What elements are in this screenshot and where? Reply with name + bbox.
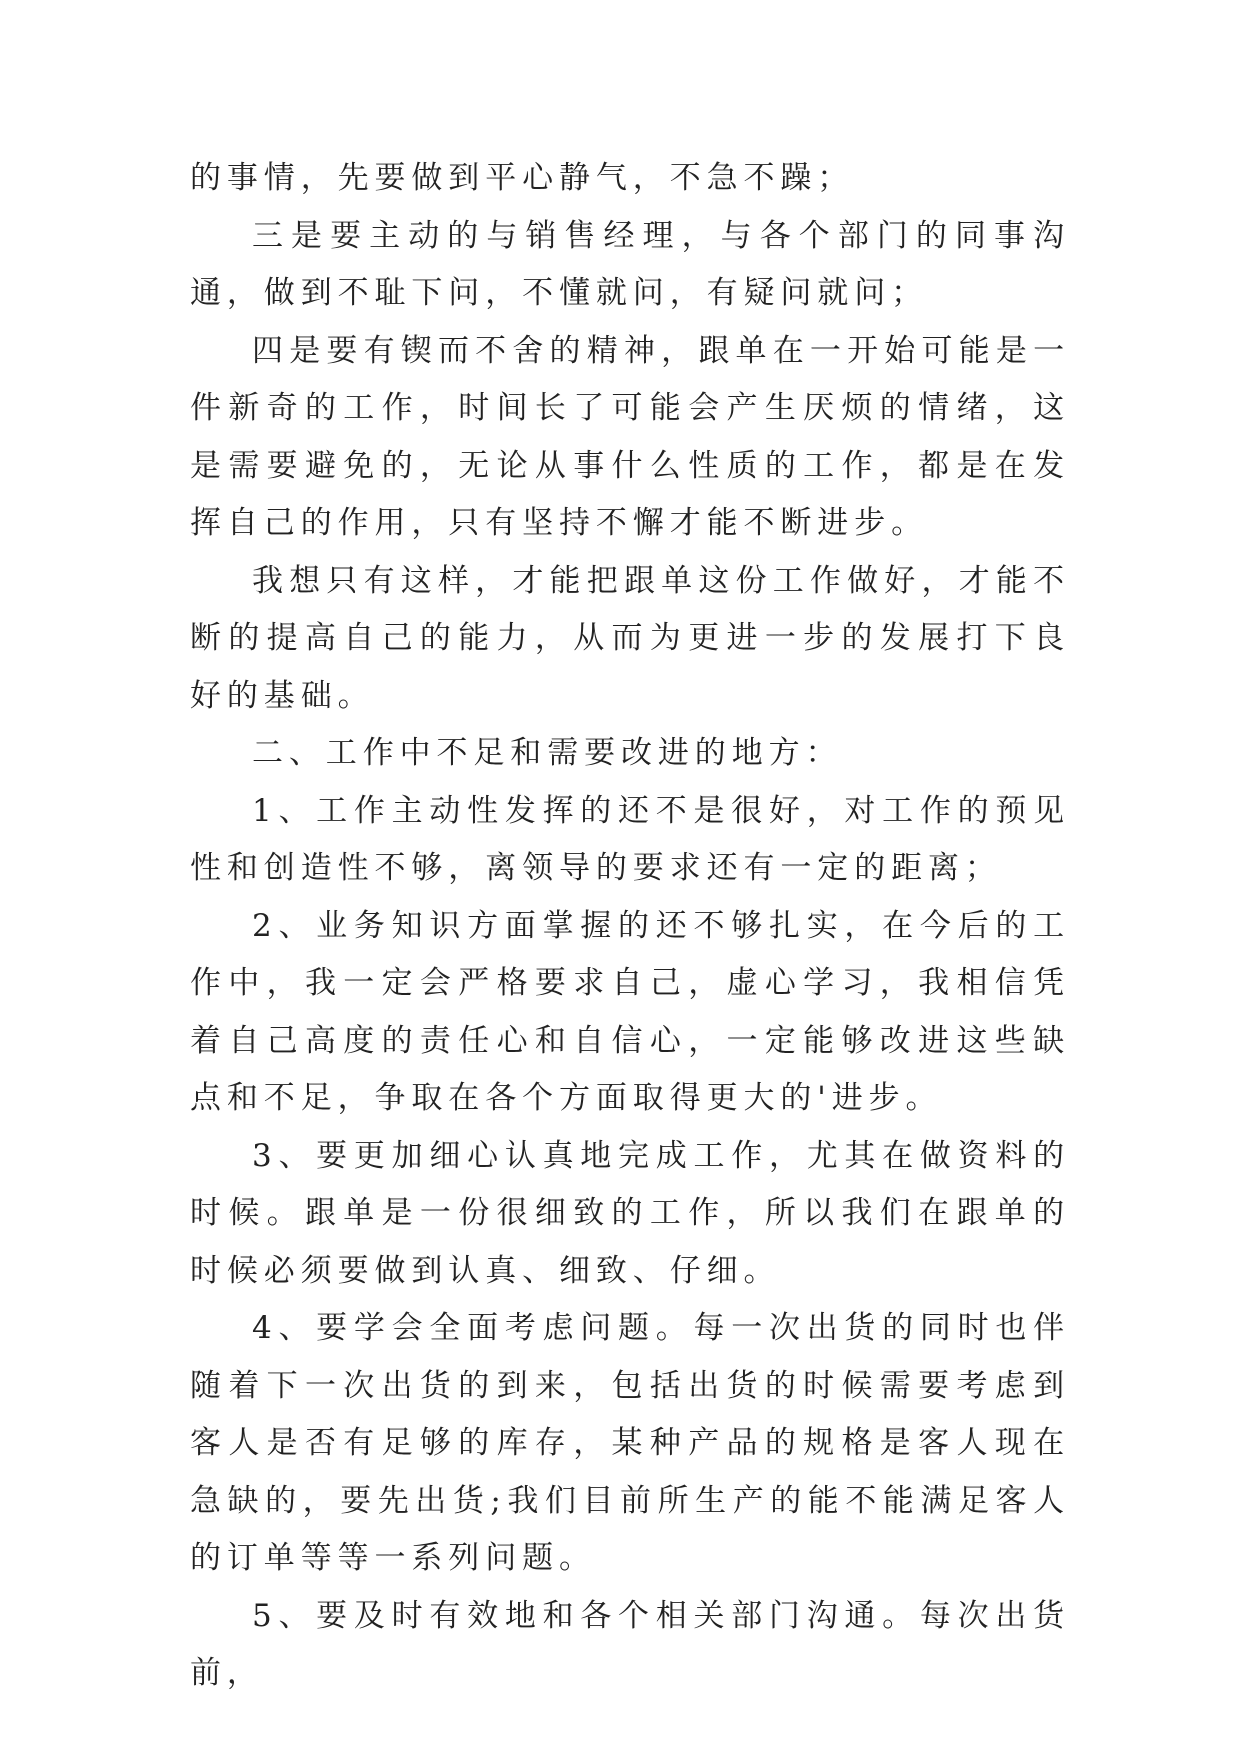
paragraph-item-2: 2、业务知识方面掌握的还不够扎实，在今后的工作中，我一定会严格要求自己，虚心学习，我相信凭着自己高度的责任心和自信心，一定能够改进这些缺点和不足，争取在各个方面取得更大的'进步。 (190, 907, 1070, 1116)
paragraph-point-four: 四是要有锲而不舍的精神，跟单在一开始可能是一件新奇的工作，时间长了可能会产生厌烦的情绪，这是需要避免的，无论从事什么性质的工作，都是在发挥自己的作用，只有坚持不懈才能不断进步。 (190, 332, 1070, 541)
paragraph-point-three: 三是要主动的与销售经理，与各个部门的同事沟通，做到不耻下问，不懂就问，有疑问就问； (190, 217, 1070, 311)
paragraph-item-3: 3、要更加细心认真地完成工作，尤其在做资料的时候。跟单是一份很细致的工作，所以我们在跟单的时候必须要做到认真、细致、仔细。 (190, 1137, 1070, 1289)
section-heading-shortcomings: 二、工作中不足和需要改进的地方： (252, 735, 843, 771)
paragraph-item-1: 1、工作主动性发挥的还不是很好，对工作的预见性和创造性不够，离领导的要求还有一定的距离； (190, 792, 1070, 886)
paragraph-summary: 我想只有这样，才能把跟单这份工作做好，才能不断的提高自己的能力，从而为更进一步的发展打下良好的基础。 (190, 562, 1070, 714)
paragraph-item-4: 4、要学会全面考虑问题。每一次出货的同时也伴随着下一次出货的到来，包括出货的时候需要考虑到客人是否有足够的库存，某种产品的规格是客人现在急缺的，要先出货;我们目前所生产的能不能满足客人的订单等等一系列问题。 (190, 1310, 1070, 1576)
paragraph-continuation: 的事情，先要做到平心静气，不急不躁； (190, 160, 855, 196)
document-page (190, 150, 1070, 1703)
paragraph-item-5: 5、要及时有效地和各个相关部门沟通。每次出货前， (190, 1597, 1070, 1691)
